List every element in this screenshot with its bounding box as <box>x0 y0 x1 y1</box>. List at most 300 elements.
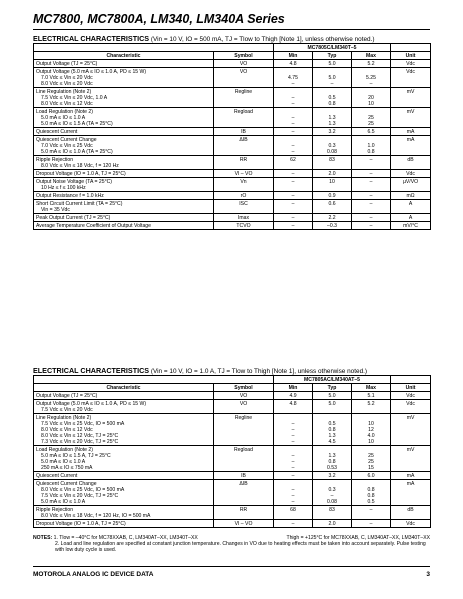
electrical-characteristics-table-1 <box>33 43 431 230</box>
characteristic-label: Ripple Rejection <box>36 506 74 513</box>
typ-cell <box>313 446 352 472</box>
max-value: – <box>369 192 373 199</box>
characteristic-label: Output Resistance f = 1.0 kHz <box>36 192 104 199</box>
max-value: 10 <box>368 420 374 427</box>
min-cell <box>274 414 313 446</box>
min-value: – <box>291 178 295 185</box>
test-condition: 7.5 Vdc ≤ Vin ≤ 20 Vdc, TJ = 25°C <box>41 492 119 499</box>
test-condition: 7.0 Vdc ≤ Vin ≤ 25 Vdc <box>41 142 93 149</box>
characteristic-cell <box>34 446 214 472</box>
characteristic-label: Short Circuit Current Limit (TA = 25°C) <box>36 200 123 207</box>
table-row <box>34 214 431 222</box>
table-row <box>34 392 431 400</box>
characteristic-cell <box>34 192 214 200</box>
typ-value: 5.0 <box>328 400 336 407</box>
symbol-cell: Vn <box>214 178 274 192</box>
table-row <box>34 156 431 170</box>
characteristic-label: Output Voltage (TJ = 25°C) <box>36 60 98 67</box>
typ-cell <box>313 414 352 446</box>
footer-rule <box>33 566 430 567</box>
table-row <box>34 472 431 480</box>
min-cell <box>274 200 313 214</box>
typ-cell <box>313 60 352 68</box>
min-value: – <box>291 222 295 229</box>
typ-value: 2.0 <box>328 170 336 177</box>
characteristic-label: Ripple Rejection <box>36 156 74 163</box>
max-value: – <box>369 200 373 207</box>
column-header: Characteristic <box>34 384 214 392</box>
min-value: – <box>291 192 295 199</box>
table-row <box>34 192 431 200</box>
test-condition: 7.5 Vdc ≤ Vin ≤ 25 Vdc, IO = 500 mA <box>41 420 125 427</box>
test-condition: 5.0 mA ≤ IO ≤ 1.0 A (TA = 25°C) <box>41 148 113 155</box>
max-cell <box>352 192 391 200</box>
characteristic-label: Output Voltage (5.0 mA ≤ IO ≤ 1.0 A, PD ≤ 15 W) <box>36 400 147 407</box>
typ-value: 10 <box>329 178 335 185</box>
typ-cell <box>313 170 352 178</box>
test-condition: 8.0 Vdc ≤ Vin ≤ 25 Vdc, IO = 500 mA <box>41 486 125 493</box>
table-row <box>34 88 431 108</box>
max-cell <box>352 156 391 170</box>
symbol-cell: ISC <box>214 200 274 214</box>
symbol-cell: Regline <box>214 414 274 446</box>
unit-cell: mV <box>391 446 431 472</box>
characteristic-label: Quiescent Current <box>36 128 78 135</box>
characteristic-label: Quiescent Current Change <box>36 480 97 487</box>
characteristic-label: Dropout Voltage (IO = 1.0 A, TJ = 25°C) <box>36 520 126 527</box>
min-cell <box>274 520 313 528</box>
part-group-label: MC7805AC/LM340AT–5 <box>274 376 391 384</box>
max-value: 5.25 <box>366 74 376 81</box>
max-value: 25 <box>368 452 374 459</box>
symbol-cell: VO <box>214 392 274 400</box>
min-cell <box>274 472 313 480</box>
unit-cell: mA <box>391 128 431 136</box>
unit-cell: A <box>391 200 431 214</box>
typ-cell <box>313 472 352 480</box>
unit-cell: mV <box>391 88 431 108</box>
table-row <box>34 222 431 230</box>
column-header: Typ <box>313 52 352 60</box>
min-value: – <box>291 520 295 527</box>
max-value: 0.5 <box>367 498 375 505</box>
min-value: – <box>291 114 295 121</box>
min-cell <box>274 178 313 192</box>
min-value: – <box>291 458 295 465</box>
max-value: 6.0 <box>367 472 375 479</box>
characteristic-label: Load Regulation (Note 2) <box>36 446 93 453</box>
symbol-cell: IB <box>214 128 274 136</box>
unit-cell: Vdc <box>391 400 431 414</box>
typ-value: 2.2 <box>328 214 336 221</box>
typ-cell <box>313 214 352 222</box>
min-value: – <box>291 498 295 505</box>
characteristic-label: Dropout Voltage (IO = 1.0 A, TJ = 25°C) <box>36 170 126 177</box>
typ-value: 83 <box>329 156 335 163</box>
min-value: – <box>291 472 295 479</box>
test-condition: 5.0 mA ≤ IO ≤ 1.0 A <box>41 458 86 465</box>
characteristic-cell <box>34 170 214 178</box>
test-condition: 8.0 Vdc ≤ Vin ≤ 18 Vdc, f = 120 Hz, IO = 500 mA <box>41 512 151 519</box>
typ-value: 3.2 <box>328 472 336 479</box>
typ-cell <box>313 392 352 400</box>
characteristic-cell <box>34 128 214 136</box>
test-condition: 8.0 Vdc ≤ Vin ≤ 18 Vdc, f = 120 Hz <box>41 162 119 169</box>
min-value: 4.8 <box>289 400 297 407</box>
max-cell <box>352 520 391 528</box>
min-cell <box>274 192 313 200</box>
typ-value: 1.3 <box>328 114 336 121</box>
column-header: Symbol <box>214 52 274 60</box>
characteristic-cell <box>34 88 214 108</box>
footer-doc-title: MOTOROLA ANALOG IC DEVICE DATA <box>33 571 154 578</box>
characteristic-cell <box>34 60 214 68</box>
min-value: 4.75 <box>288 74 298 81</box>
typ-value: 0.5 <box>328 420 336 427</box>
test-condition: 5.0 mA ≤ IO ≤ 1.0 A <box>41 114 86 121</box>
min-cell <box>274 392 313 400</box>
typ-value: 5.0 <box>328 60 336 67</box>
max-value: – <box>369 80 373 87</box>
typ-cell <box>313 192 352 200</box>
test-condition: 8.0 Vdc ≤ Vin ≤ 20 Vdc <box>41 80 93 87</box>
notes-label: NOTES: <box>33 535 53 541</box>
table-row <box>34 178 431 192</box>
characteristic-cell <box>34 392 214 400</box>
max-value: 12 <box>368 426 374 433</box>
typ-cell <box>313 520 352 528</box>
table1-heading <box>33 34 374 43</box>
max-cell <box>352 222 391 230</box>
max-value: 10 <box>368 100 374 107</box>
table-row <box>34 128 431 136</box>
characteristic-cell <box>34 108 214 128</box>
characteristic-label: Average Temperature Coefficient of Output Voltage <box>36 222 151 229</box>
table-row <box>34 60 431 68</box>
test-condition: 10 Hz ≤ f ≤ 100 kHz <box>41 184 86 191</box>
column-header: Max <box>352 52 391 60</box>
typ-cell <box>313 136 352 156</box>
min-value: – <box>291 170 295 177</box>
characteristic-cell <box>34 472 214 480</box>
note-1-right: Thigh = +125°C for MC78XXAB, C, LM340AT–XX, LM340T–XX <box>286 535 430 541</box>
typ-value: 0.9 <box>328 192 336 199</box>
test-condition: 5.0 mA ≤ IO ≤ 1.5 A, TJ = 25°C <box>41 452 111 459</box>
typ-cell <box>313 506 352 520</box>
min-value: – <box>291 432 295 439</box>
column-header: Unit <box>391 384 431 392</box>
characteristic-cell <box>34 222 214 230</box>
min-value: – <box>291 94 295 101</box>
max-cell <box>352 214 391 222</box>
min-cell <box>274 60 313 68</box>
typ-cell <box>313 128 352 136</box>
max-value: 25 <box>368 120 374 127</box>
max-cell <box>352 480 391 506</box>
column-header: Symbol <box>214 384 274 392</box>
table-row <box>34 520 431 528</box>
characteristic-cell <box>34 156 214 170</box>
typ-value: 5.0 <box>328 392 336 399</box>
min-value: – <box>291 492 295 499</box>
unit-cell: mA <box>391 472 431 480</box>
column-header: Min <box>274 52 313 60</box>
max-value: 1.0 <box>367 142 375 149</box>
typ-value: 0.08 <box>327 148 337 155</box>
max-value: – <box>369 156 373 163</box>
symbol-cell: Regline <box>214 88 274 108</box>
max-cell <box>352 170 391 178</box>
characteristic-cell <box>34 400 214 414</box>
test-condition: 7.5 Vdc ≤ Vin ≤ 20 Vdc <box>41 406 93 413</box>
page-title: MC7800, MC7800A, LM340, LM340A Series <box>33 12 285 26</box>
table-row <box>34 68 431 88</box>
typ-value: 0.8 <box>328 458 336 465</box>
min-value: – <box>291 214 295 221</box>
min-value: 4.8 <box>289 60 297 67</box>
max-cell <box>352 506 391 520</box>
unit-cell: mA <box>391 136 431 156</box>
characteristic-label: Output Voltage (TJ = 25°C) <box>36 392 98 399</box>
electrical-characteristics-table-2 <box>33 375 431 528</box>
typ-value: 2.0 <box>328 520 336 527</box>
column-header: Characteristic <box>34 52 214 60</box>
max-value: 4.0 <box>367 432 375 439</box>
min-value: – <box>291 486 295 493</box>
test-condition: 8.0 Vdc ≤ Vin ≤ 12 Vdc, TJ = 25°C <box>41 432 119 439</box>
typ-value: 0.3 <box>328 142 336 149</box>
characteristic-label: Load Regulation (Note 2) <box>36 108 93 115</box>
characteristic-label: Line Regulation (Note 2) <box>36 414 92 421</box>
characteristic-cell <box>34 136 214 156</box>
typ-value: 0.3 <box>328 486 336 493</box>
typ-value: 0.8 <box>328 100 336 107</box>
max-value: 5.2 <box>367 60 375 67</box>
test-condition: 250 mA ≤ IO ≤ 750 mA <box>41 464 93 471</box>
typ-cell <box>313 156 352 170</box>
max-value: 6.5 <box>367 128 375 135</box>
column-header: Unit <box>391 52 431 60</box>
unit-cell: dB <box>391 156 431 170</box>
unit-cell: µV/VO <box>391 178 431 192</box>
typ-cell <box>313 200 352 214</box>
typ-cell <box>313 400 352 414</box>
page-number: 3 <box>426 571 430 578</box>
symbol-cell: IB <box>214 472 274 480</box>
max-value: 25 <box>368 114 374 121</box>
typ-value: 0.6 <box>328 200 336 207</box>
note-1-left: 1. Tlow = –40°C for MC78XXAB, C, LM340AT–XX, LM340T–XX <box>53 535 198 541</box>
max-cell <box>352 446 391 472</box>
test-condition: 8.0 Vdc ≤ Vin ≤ 12 Vdc <box>41 100 93 107</box>
note-2: 2. Load and line regulation are specified at constant junction temperature. Changes in VO due to heating effects must be taken into account separately. Pulse testing with low duty cycle is used. <box>55 541 426 553</box>
table2-heading-label: ELECTRICAL CHARACTERISTICS <box>33 366 150 375</box>
max-cell <box>352 414 391 446</box>
characteristic-cell <box>34 506 214 520</box>
unit-cell: mΩ <box>391 192 431 200</box>
table-row <box>34 108 431 128</box>
unit-cell: A <box>391 214 431 222</box>
test-condition: Vin = 35 Vdc <box>41 206 70 213</box>
characteristic-cell <box>34 214 214 222</box>
min-value: – <box>291 200 295 207</box>
max-cell <box>352 136 391 156</box>
symbol-cell: Imax <box>214 214 274 222</box>
typ-value: 3.2 <box>328 128 336 135</box>
min-cell <box>274 136 313 156</box>
table-row <box>34 170 431 178</box>
min-cell <box>274 156 313 170</box>
min-cell <box>274 88 313 108</box>
min-value: – <box>291 142 295 149</box>
typ-cell <box>313 108 352 128</box>
symbol-cell: RR <box>214 506 274 520</box>
max-value: – <box>369 214 373 221</box>
table-row <box>34 506 431 520</box>
table-body <box>34 60 431 230</box>
max-value: – <box>369 222 373 229</box>
title-rule <box>33 29 430 30</box>
typ-value: 1.3 <box>328 120 336 127</box>
min-cell <box>274 506 313 520</box>
max-value: 5.2 <box>367 400 375 407</box>
min-cell <box>274 128 313 136</box>
symbol-cell: VI – VO <box>214 520 274 528</box>
table-row <box>34 200 431 214</box>
max-value: – <box>369 520 373 527</box>
max-cell <box>352 108 391 128</box>
table-row <box>34 414 431 446</box>
symbol-cell: rO <box>214 192 274 200</box>
characteristic-label: Quiescent Current Change <box>36 136 97 143</box>
test-condition: 7.0 Vdc ≤ Vin ≤ 20 Vdc <box>41 74 93 81</box>
max-value: 0.8 <box>367 492 375 499</box>
characteristic-cell <box>34 520 214 528</box>
max-value: 5.1 <box>367 392 375 399</box>
symbol-cell: VO <box>214 68 274 88</box>
test-condition: 7.3 Vdc ≤ Vin ≤ 20 Vdc, TJ = 25°C <box>41 438 119 445</box>
symbol-cell: ΔIB <box>214 480 274 506</box>
min-value: – <box>291 426 295 433</box>
unit-cell: Vdc <box>391 170 431 178</box>
max-cell <box>352 60 391 68</box>
unit-cell: Vdc <box>391 60 431 68</box>
characteristic-cell <box>34 200 214 214</box>
table-row <box>34 400 431 414</box>
typ-cell <box>313 480 352 506</box>
typ-value: 4.5 <box>328 438 336 445</box>
symbol-cell: Regload <box>214 446 274 472</box>
min-value: – <box>291 452 295 459</box>
max-cell <box>352 472 391 480</box>
min-cell <box>274 480 313 506</box>
characteristic-cell <box>34 68 214 88</box>
unit-cell: mA <box>391 480 431 506</box>
characteristic-cell <box>34 178 214 192</box>
test-condition: 8.0 Vdc ≤ Vin ≤ 12 Vdc <box>41 426 93 433</box>
min-cell <box>274 446 313 472</box>
max-cell <box>352 88 391 108</box>
max-value: 10 <box>368 438 374 445</box>
typ-value: 0.53 <box>327 464 337 471</box>
symbol-cell: ΔIB <box>214 136 274 156</box>
min-cell <box>274 222 313 230</box>
unit-cell: mV <box>391 414 431 446</box>
characteristic-label: Output Voltage (5.0 mA ≤ IO ≤ 1.0 A, PD ≤ 15 W) <box>36 68 147 75</box>
unit-cell: mV <box>391 108 431 128</box>
min-value: – <box>291 148 295 155</box>
min-value: 4.9 <box>289 392 297 399</box>
typ-cell <box>313 178 352 192</box>
typ-value: 0.08 <box>327 498 337 505</box>
max-value: – <box>369 170 373 177</box>
min-value: – <box>291 128 295 135</box>
column-header: Typ <box>313 384 352 392</box>
symbol-cell: TCVO <box>214 222 274 230</box>
characteristic-cell <box>34 480 214 506</box>
test-condition: 5.0 mA ≤ IO ≤ 1.0 A <box>41 498 86 505</box>
max-value: – <box>369 178 373 185</box>
characteristic-label: Line Regulation (Note 2) <box>36 88 92 95</box>
typ-value: – <box>330 492 334 499</box>
max-value: 0.8 <box>367 486 375 493</box>
table2-heading <box>33 366 367 375</box>
table-row <box>34 446 431 472</box>
typ-value: 0.8 <box>328 426 336 433</box>
min-value: – <box>291 100 295 107</box>
min-cell <box>274 214 313 222</box>
min-value: – <box>291 438 295 445</box>
notes <box>33 535 430 553</box>
typ-cell <box>313 88 352 108</box>
max-value: – <box>369 506 373 513</box>
max-cell <box>352 128 391 136</box>
max-cell <box>352 200 391 214</box>
max-cell <box>352 178 391 192</box>
max-value: 25 <box>368 458 374 465</box>
test-condition: 5.0 mA ≤ IO ≤ 1.5 A (TA = 25°C) <box>41 120 113 127</box>
min-value: – <box>291 80 295 87</box>
table2-heading-conditions: (Vin = 10 V, IO = 1.0 A, TJ = Tlow to Thigh [Note 1], unless otherwise noted.) <box>150 368 368 375</box>
symbol-cell: VO <box>214 400 274 414</box>
table1-heading-conditions: (Vin = 10 V, IO = 500 mA, TJ = Tlow to Thigh [Note 1], unless otherwise noted.) <box>150 36 375 43</box>
symbol-cell: Regload <box>214 108 274 128</box>
column-header: Min <box>274 384 313 392</box>
unit-cell: Vdc <box>391 520 431 528</box>
min-value: – <box>291 464 295 471</box>
unit-cell: dB <box>391 506 431 520</box>
typ-value: –0.3 <box>327 222 337 229</box>
min-value: 68 <box>290 506 296 513</box>
table1-heading-label: ELECTRICAL CHARACTERISTICS <box>33 34 150 43</box>
max-value: 20 <box>368 94 374 101</box>
column-header: Max <box>352 384 391 392</box>
typ-value: 1.3 <box>328 432 336 439</box>
min-value: – <box>291 120 295 127</box>
typ-value: 83 <box>329 506 335 513</box>
max-value: 15 <box>368 464 374 471</box>
min-cell <box>274 400 313 414</box>
typ-value: – <box>330 80 334 87</box>
typ-value: 0.5 <box>328 94 336 101</box>
max-cell <box>352 68 391 88</box>
table-row <box>34 136 431 156</box>
min-cell <box>274 68 313 88</box>
typ-value: 5.0 <box>328 74 336 81</box>
max-cell <box>352 400 391 414</box>
page-footer <box>33 571 430 578</box>
min-value: – <box>291 420 295 427</box>
